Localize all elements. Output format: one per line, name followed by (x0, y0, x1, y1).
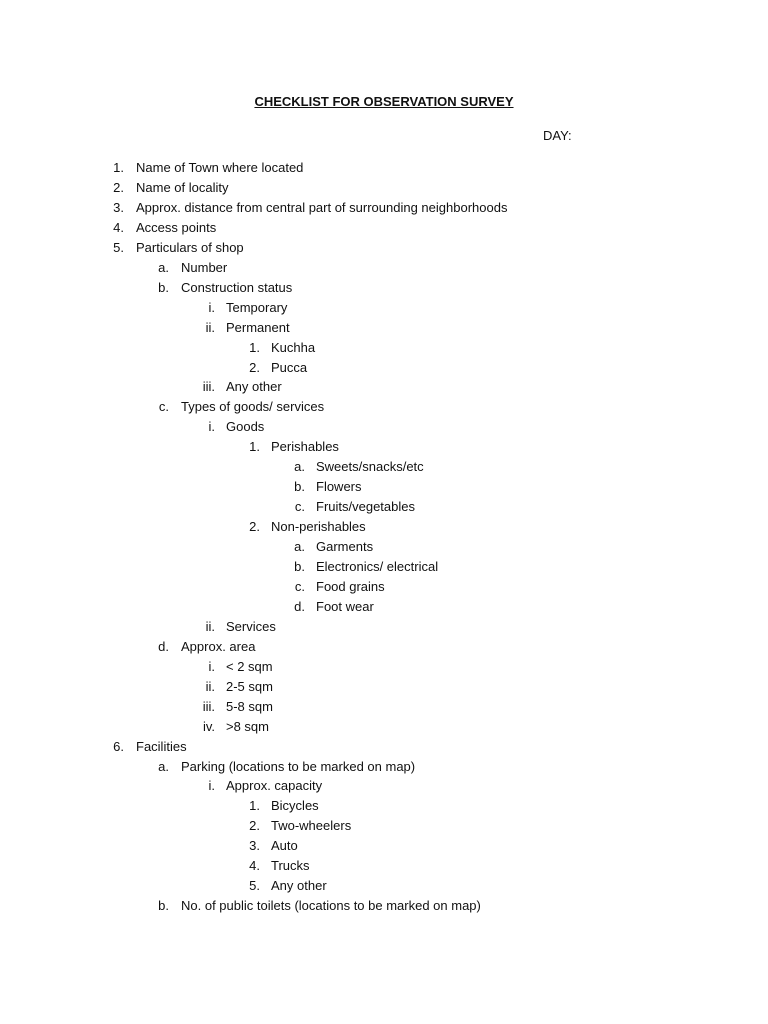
list-marker: a. (158, 759, 169, 774)
list-item (0, 517, 768, 537)
list-item-text: Fruits/vegetables (316, 499, 415, 514)
list-item-text: Perishables (271, 439, 339, 454)
list-item (0, 637, 768, 657)
list-item (0, 697, 768, 717)
list-item-text: Parking (locations to be marked on map) (181, 759, 416, 774)
list-item (0, 238, 768, 258)
list-marker: 1. (249, 439, 260, 454)
list-item (0, 717, 768, 737)
day-label: DAY: (543, 128, 572, 143)
list-item-text: Goods (226, 419, 265, 434)
list-marker: a. (158, 260, 169, 275)
list-item-text: >8 sqm (226, 719, 269, 734)
list-marker: 2. (113, 180, 124, 195)
list-item-text: Facilities (136, 739, 187, 754)
list-marker: b. (158, 280, 169, 295)
list-marker: 4. (249, 858, 260, 873)
list-item (0, 856, 768, 876)
list-item (0, 617, 768, 637)
list-marker: iv. (202, 719, 215, 734)
list-item-text: 2-5 sqm (226, 679, 273, 694)
list-item (0, 657, 768, 677)
list-item (0, 397, 768, 417)
list-marker: c. (294, 499, 305, 514)
list-item-text: Flowers (316, 479, 362, 494)
list-marker: 2. (249, 360, 260, 375)
list-marker: i. (208, 419, 215, 434)
list-item-text: Any other (226, 379, 282, 394)
list-item (0, 677, 768, 697)
list-item (0, 557, 768, 577)
list-marker: iii. (202, 379, 215, 394)
list-marker: 1. (113, 160, 124, 175)
list-item-text: Services (226, 619, 276, 634)
list-item-text: Electronics/ electrical (316, 559, 439, 574)
list-item-text: Approx. area (181, 639, 256, 654)
list-item (0, 876, 768, 896)
list-item (0, 597, 768, 617)
list-item-text: Particulars of shop (136, 240, 244, 255)
list-marker: 1. (249, 340, 260, 355)
list-marker: 5. (249, 878, 260, 893)
list-item (0, 218, 768, 238)
list-marker: b. (294, 479, 305, 494)
list-item-text: No. of public toilets (locations to be marked on map) (181, 898, 481, 913)
list-item-text: Approx. capacity (226, 778, 323, 793)
list-marker: ii. (205, 679, 215, 694)
list-item (0, 358, 768, 378)
list-item-text: Construction status (181, 280, 293, 295)
list-item-text: Kuchha (271, 340, 316, 355)
list-item (0, 258, 768, 278)
list-item-text: Number (181, 260, 228, 275)
list-marker: c. (294, 579, 305, 594)
list-marker: 2. (249, 818, 260, 833)
list-item (0, 178, 768, 198)
list-item-text: Any other (271, 878, 327, 893)
list-item-text: < 2 sqm (226, 659, 273, 674)
list-item (0, 377, 768, 397)
list-marker: 3. (249, 838, 260, 853)
list-marker: c. (158, 399, 169, 414)
list-marker: 4. (113, 220, 124, 235)
list-item (0, 776, 768, 796)
list-item (0, 537, 768, 557)
list-item (0, 577, 768, 597)
list-marker: 6. (113, 739, 124, 754)
list-marker: i. (208, 778, 215, 793)
list-marker: 2. (249, 519, 260, 534)
list-marker: 1. (249, 798, 260, 813)
list-marker: ii. (205, 619, 215, 634)
list-item-text: Name of locality (136, 180, 229, 195)
list-item (0, 278, 768, 298)
list-item-text: Sweets/snacks/etc (316, 459, 424, 474)
list-item (0, 198, 768, 218)
list-marker: d. (294, 599, 305, 614)
list-marker: a. (294, 459, 305, 474)
list-marker: b. (158, 898, 169, 913)
list-item-text: Two-wheelers (271, 818, 352, 833)
list-item-text: Access points (136, 220, 217, 235)
list-marker: b. (294, 559, 305, 574)
list-item-text: Non-perishables (271, 519, 366, 534)
list-item-text: Approx. distance from central part of surrounding neighborhoods (136, 200, 508, 215)
list-item-text: Garments (316, 539, 374, 554)
list-item (0, 737, 768, 757)
list-item (0, 836, 768, 856)
list-marker: 5. (113, 240, 124, 255)
list-marker: iii. (202, 699, 215, 714)
list-item (0, 757, 768, 777)
list-item-text: Name of Town where located (136, 160, 304, 175)
list-marker: 3. (113, 200, 124, 215)
list-item-text: Pucca (271, 360, 308, 375)
list-item-text: Food grains (316, 579, 385, 594)
list-item (0, 417, 768, 437)
list-item-text: Trucks (271, 858, 310, 873)
list-item (0, 318, 768, 338)
list-marker: ii. (205, 320, 215, 335)
list-marker: d. (158, 639, 169, 654)
list-item (0, 497, 768, 517)
list-item (0, 816, 768, 836)
list-item-text: 5-8 sqm (226, 699, 273, 714)
list-item (0, 477, 768, 497)
list-item-text: Temporary (226, 300, 288, 315)
page-title: CHECKLIST FOR OBSERVATION SURVEY (254, 94, 514, 109)
list-item-text: Foot wear (316, 599, 374, 614)
list-item-text: Bicycles (271, 798, 319, 813)
list-item (0, 338, 768, 358)
list-marker: i. (208, 300, 215, 315)
list-item-text: Auto (271, 838, 298, 853)
list-item (0, 796, 768, 816)
list-item (0, 457, 768, 477)
list-item (0, 158, 768, 178)
list-item (0, 896, 768, 916)
list-item (0, 298, 768, 318)
list-item (0, 437, 768, 457)
list-marker: a. (294, 539, 305, 554)
list-marker: i. (208, 659, 215, 674)
list-item-text: Types of goods/ services (181, 399, 325, 414)
list-item-text: Permanent (226, 320, 290, 335)
